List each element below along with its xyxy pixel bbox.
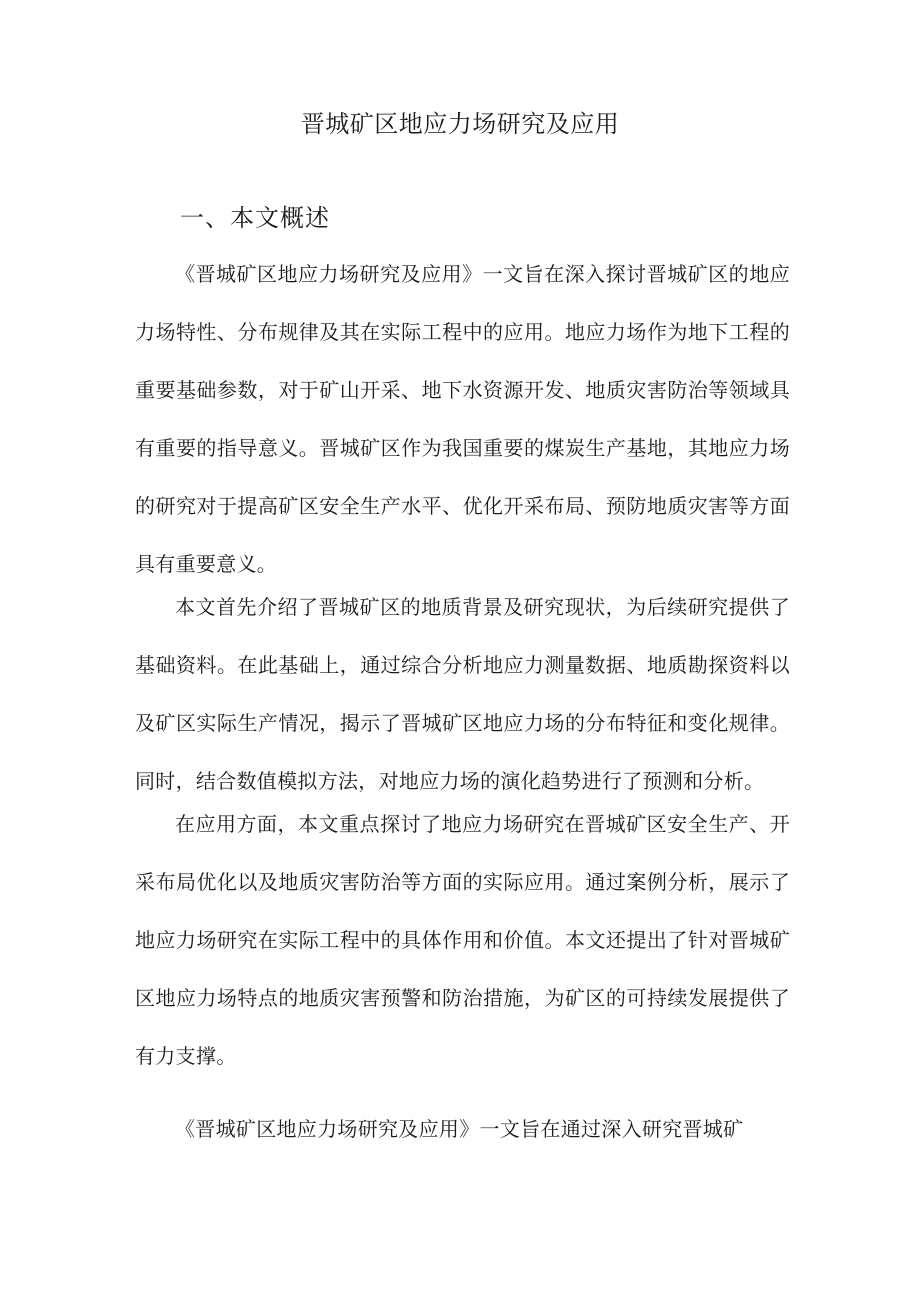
paragraph-continued: 《晋城矿区地应力场研究及应用》一文旨在通过深入研究晋城矿 — [175, 1117, 744, 1141]
section-heading: 一、本文概述 — [180, 204, 330, 232]
paragraph-application: 在应用方面，本文重点探讨了地应力场研究在晋城矿区安全生产、开采布局优化以及地质灾害防治等方面的实际应用。通过案例分析，展示了地应力场研究在实际工程中的具体作用和价值。本文还提出了针对晋城矿区地应力场特点的地质灾害预警和防治措施，为矿区的可持续发展提供了有力支撑。 — [135, 812, 790, 1068]
paragraph-background: 本文首先介绍了晋城矿区的地质背景及研究现状，为后续研究提供了基础资料。在此基础上，通过综合分析地应力测量数据、地质勘探资料以及矿区实际生产情况，揭示了晋城矿区地应力场的分布特征和变化规律。同时，结合数值模拟方法，对地应力场的演化趋势进行了预测和分析。 — [135, 595, 790, 793]
document-title: 晋城矿区地应力场研究及应用 — [300, 110, 620, 138]
paragraph-overview: 《晋城矿区地应力场研究及应用》一文旨在深入探讨晋城矿区的地应力场特性、分布规律及其在实际工程中的应用。地应力场作为地下工程的重要基础参数，对于矿山开采、地下水资源开发、地质灾害防治等领域具有重要的指导意义。晋城矿区作为我国重要的煤炭生产基地，其地应力场的研究对于提高矿区安全生产水平、优化开采布局、预防地质灾害等方面具有重要意义。 — [135, 262, 790, 576]
